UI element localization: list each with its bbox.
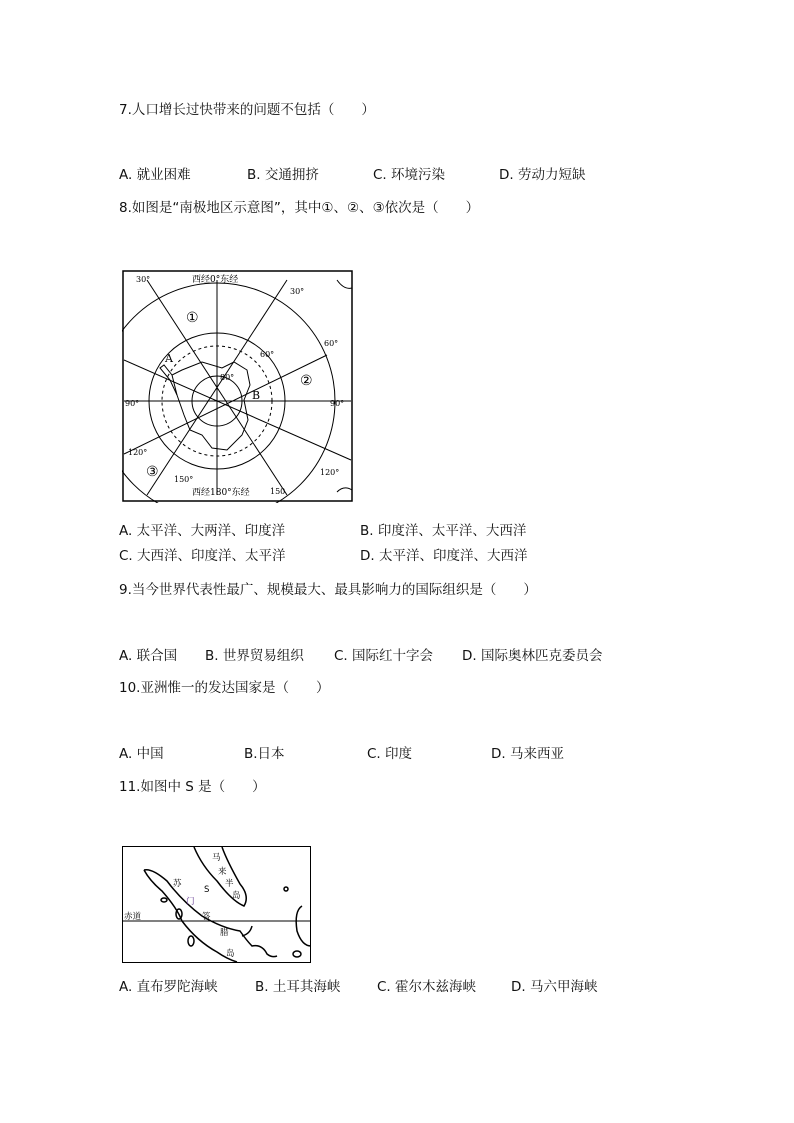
- option-a: A. 中国: [119, 746, 164, 762]
- map-label: 岛: [226, 949, 235, 959]
- option-d: D. 马来西亚: [491, 746, 564, 762]
- map-label: 90°: [125, 399, 140, 408]
- map-label: 门: [186, 897, 195, 907]
- map-label: 120°: [320, 468, 340, 477]
- option-b: B. 土耳其海峡: [255, 979, 341, 995]
- map-label: 150: [270, 487, 286, 496]
- map-point-a: A: [165, 352, 173, 365]
- map-marker-3: ③: [146, 464, 159, 480]
- map-label: 80°: [220, 373, 235, 382]
- option-d: D. 国际奥林匹克委员会: [462, 648, 603, 664]
- map-marker-1: ①: [186, 310, 199, 326]
- option-c: C. 环境污染: [373, 167, 446, 183]
- question-stem: 11.如图中 S 是（ ）: [119, 779, 266, 795]
- map-label-s: S: [204, 885, 210, 895]
- option-b: B. 世界贸易组织: [205, 648, 304, 664]
- option-a: A. 太平洋、大两洋、印度洋: [119, 523, 286, 539]
- question-stem: 8.如图是“南极地区示意图”，其中①、②、③依次是（ ）: [119, 200, 480, 216]
- map-label: 马: [212, 853, 221, 863]
- map-label: 来: [218, 867, 227, 877]
- map-label-top: 西经0°东经: [192, 275, 239, 285]
- map-label: 60°: [260, 350, 275, 359]
- map-label: 30°: [136, 275, 151, 284]
- map-label: 半: [225, 879, 234, 889]
- map-marker-2: ②: [300, 373, 313, 389]
- map-label: 苏: [173, 879, 182, 889]
- option-c: C. 国际红十字会: [334, 648, 434, 664]
- strait-map: [122, 846, 311, 963]
- option-a: A. 联合国: [119, 648, 178, 664]
- question-stem: 10.亚洲惟一的发达国家是（ ）: [119, 680, 330, 696]
- option-b: B. 印度洋、太平洋、大西洋: [360, 523, 527, 539]
- option-c: C. 霍尔木兹海峡: [377, 979, 477, 995]
- map-point-b: B: [252, 389, 261, 402]
- option-a: A. 直布罗陀海峡: [119, 979, 218, 995]
- map-label: 答: [202, 912, 211, 922]
- question-stem: 9.当今世界代表性最广、规模最大、最具影响力的国际组织是（ ）: [119, 582, 537, 598]
- map-label-equator: 赤道: [124, 912, 142, 922]
- map-label: 60°: [324, 339, 339, 348]
- option-b: B. 交通拥挤: [247, 167, 319, 183]
- map-label: 腊: [220, 928, 229, 938]
- map-label: 30°: [290, 287, 305, 296]
- map-label: 90°: [330, 399, 345, 408]
- map-label: 120°: [128, 448, 148, 457]
- option-c: C. 大西洋、印度洋、太平洋: [119, 548, 286, 564]
- map-label: 150°: [174, 475, 194, 484]
- option-d: D. 马六甲海峡: [511, 979, 598, 995]
- antarctic-map: [122, 270, 354, 503]
- option-d: D. 太平洋、印度洋、大西洋: [360, 548, 528, 564]
- option-b: B.日本: [244, 746, 285, 762]
- map-label: 岛: [232, 891, 241, 901]
- option-c: C. 印度: [367, 746, 413, 762]
- option-a: A. 就业困难: [119, 167, 191, 183]
- question-stem: 7.人口增长过快带来的问题不包括（ ）: [119, 102, 375, 118]
- map-label-bottom: 西经180°东经: [192, 488, 250, 498]
- option-d: D. 劳动力短缺: [499, 167, 586, 183]
